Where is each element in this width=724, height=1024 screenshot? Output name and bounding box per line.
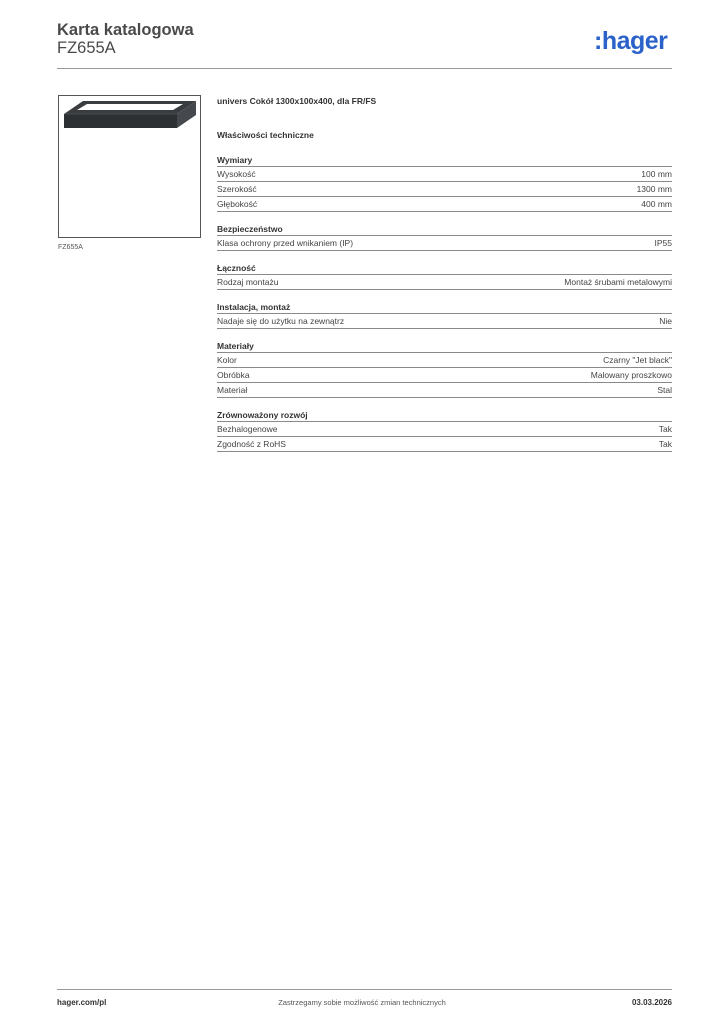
spec-value: Tak — [658, 439, 672, 449]
header-divider — [57, 68, 672, 69]
spec-row — [217, 167, 672, 182]
plinth-illustration — [59, 96, 200, 237]
footer-disclaimer: Zastrzegamy sobie możliwość zmian technicznych — [278, 998, 446, 1007]
footer-website[interactable]: hager.com/pl — [57, 998, 107, 1007]
spec-group-title: Wymiary — [217, 154, 672, 167]
spec-group — [217, 223, 672, 251]
hager-logo: :hager — [594, 27, 668, 55]
spec-label: Obróbka — [217, 370, 250, 380]
spec-group-title: Łączność — [217, 262, 672, 275]
spec-group-title: Bezpieczeństwo — [217, 223, 672, 236]
spec-label: Głębokość — [217, 199, 258, 209]
spec-label: Kolor — [217, 355, 237, 365]
spec-row — [217, 437, 672, 452]
spec-row — [217, 422, 672, 437]
spec-group — [217, 409, 672, 452]
spec-group-title: Instalacja, montaż — [217, 301, 672, 314]
technical-properties-heading: Właściwości techniczne — [217, 130, 314, 140]
spec-label: Rodzaj montażu — [217, 277, 279, 287]
product-image — [58, 95, 201, 238]
spec-value: 400 mm — [641, 199, 672, 209]
spec-group — [217, 340, 672, 398]
spec-value: Malowany proszkowo — [590, 370, 672, 380]
spec-value: Czarny "Jet black" — [603, 355, 672, 365]
spec-label: Wysokość — [217, 169, 256, 179]
spec-value: Stal — [657, 385, 672, 395]
spec-label: Materiał — [217, 385, 248, 395]
logo-text: hager — [601, 27, 668, 55]
footer-divider — [57, 989, 672, 990]
spec-group — [217, 262, 672, 290]
spec-sheet — [217, 95, 672, 463]
spec-value: Nie — [659, 316, 672, 326]
spec-label: Klasa ochrony przed wnikaniem (IP) — [217, 238, 354, 248]
spec-label: Szerokość — [217, 184, 257, 194]
spec-groups — [217, 154, 672, 452]
spec-row — [217, 197, 672, 212]
spec-value: 100 mm — [641, 169, 672, 179]
spec-label: Bezhalogenowe — [217, 424, 278, 434]
product-name: univers Cokół 1300x100x400, dla FR/FS — [217, 96, 377, 106]
page-title: Karta katalogowa — [57, 21, 194, 39]
spec-row — [217, 236, 672, 251]
footer-date: 03.03.2026 — [631, 998, 672, 1007]
spec-group — [217, 154, 672, 212]
spec-row — [217, 275, 672, 290]
spec-value: 1300 mm — [636, 184, 672, 194]
spec-row — [217, 368, 672, 383]
spec-row — [217, 383, 672, 398]
spec-group-title: Materiały — [217, 340, 672, 353]
spec-group-title: Zrównoważony rozwój — [217, 409, 672, 422]
spec-value: IP55 — [654, 238, 672, 248]
spec-row — [217, 182, 672, 197]
spec-value: Montaż śrubami metalowymi — [564, 277, 672, 287]
image-caption: FZ655A — [58, 244, 83, 251]
spec-row — [217, 353, 672, 368]
spec-label: Nadaje się do użytku na zewnątrz — [217, 316, 345, 326]
spec-row — [217, 314, 672, 329]
spec-value: Tak — [658, 424, 672, 434]
spec-group — [217, 301, 672, 329]
spec-label: Zgodność z RoHS — [217, 439, 286, 449]
product-code: FZ655A — [57, 39, 116, 57]
